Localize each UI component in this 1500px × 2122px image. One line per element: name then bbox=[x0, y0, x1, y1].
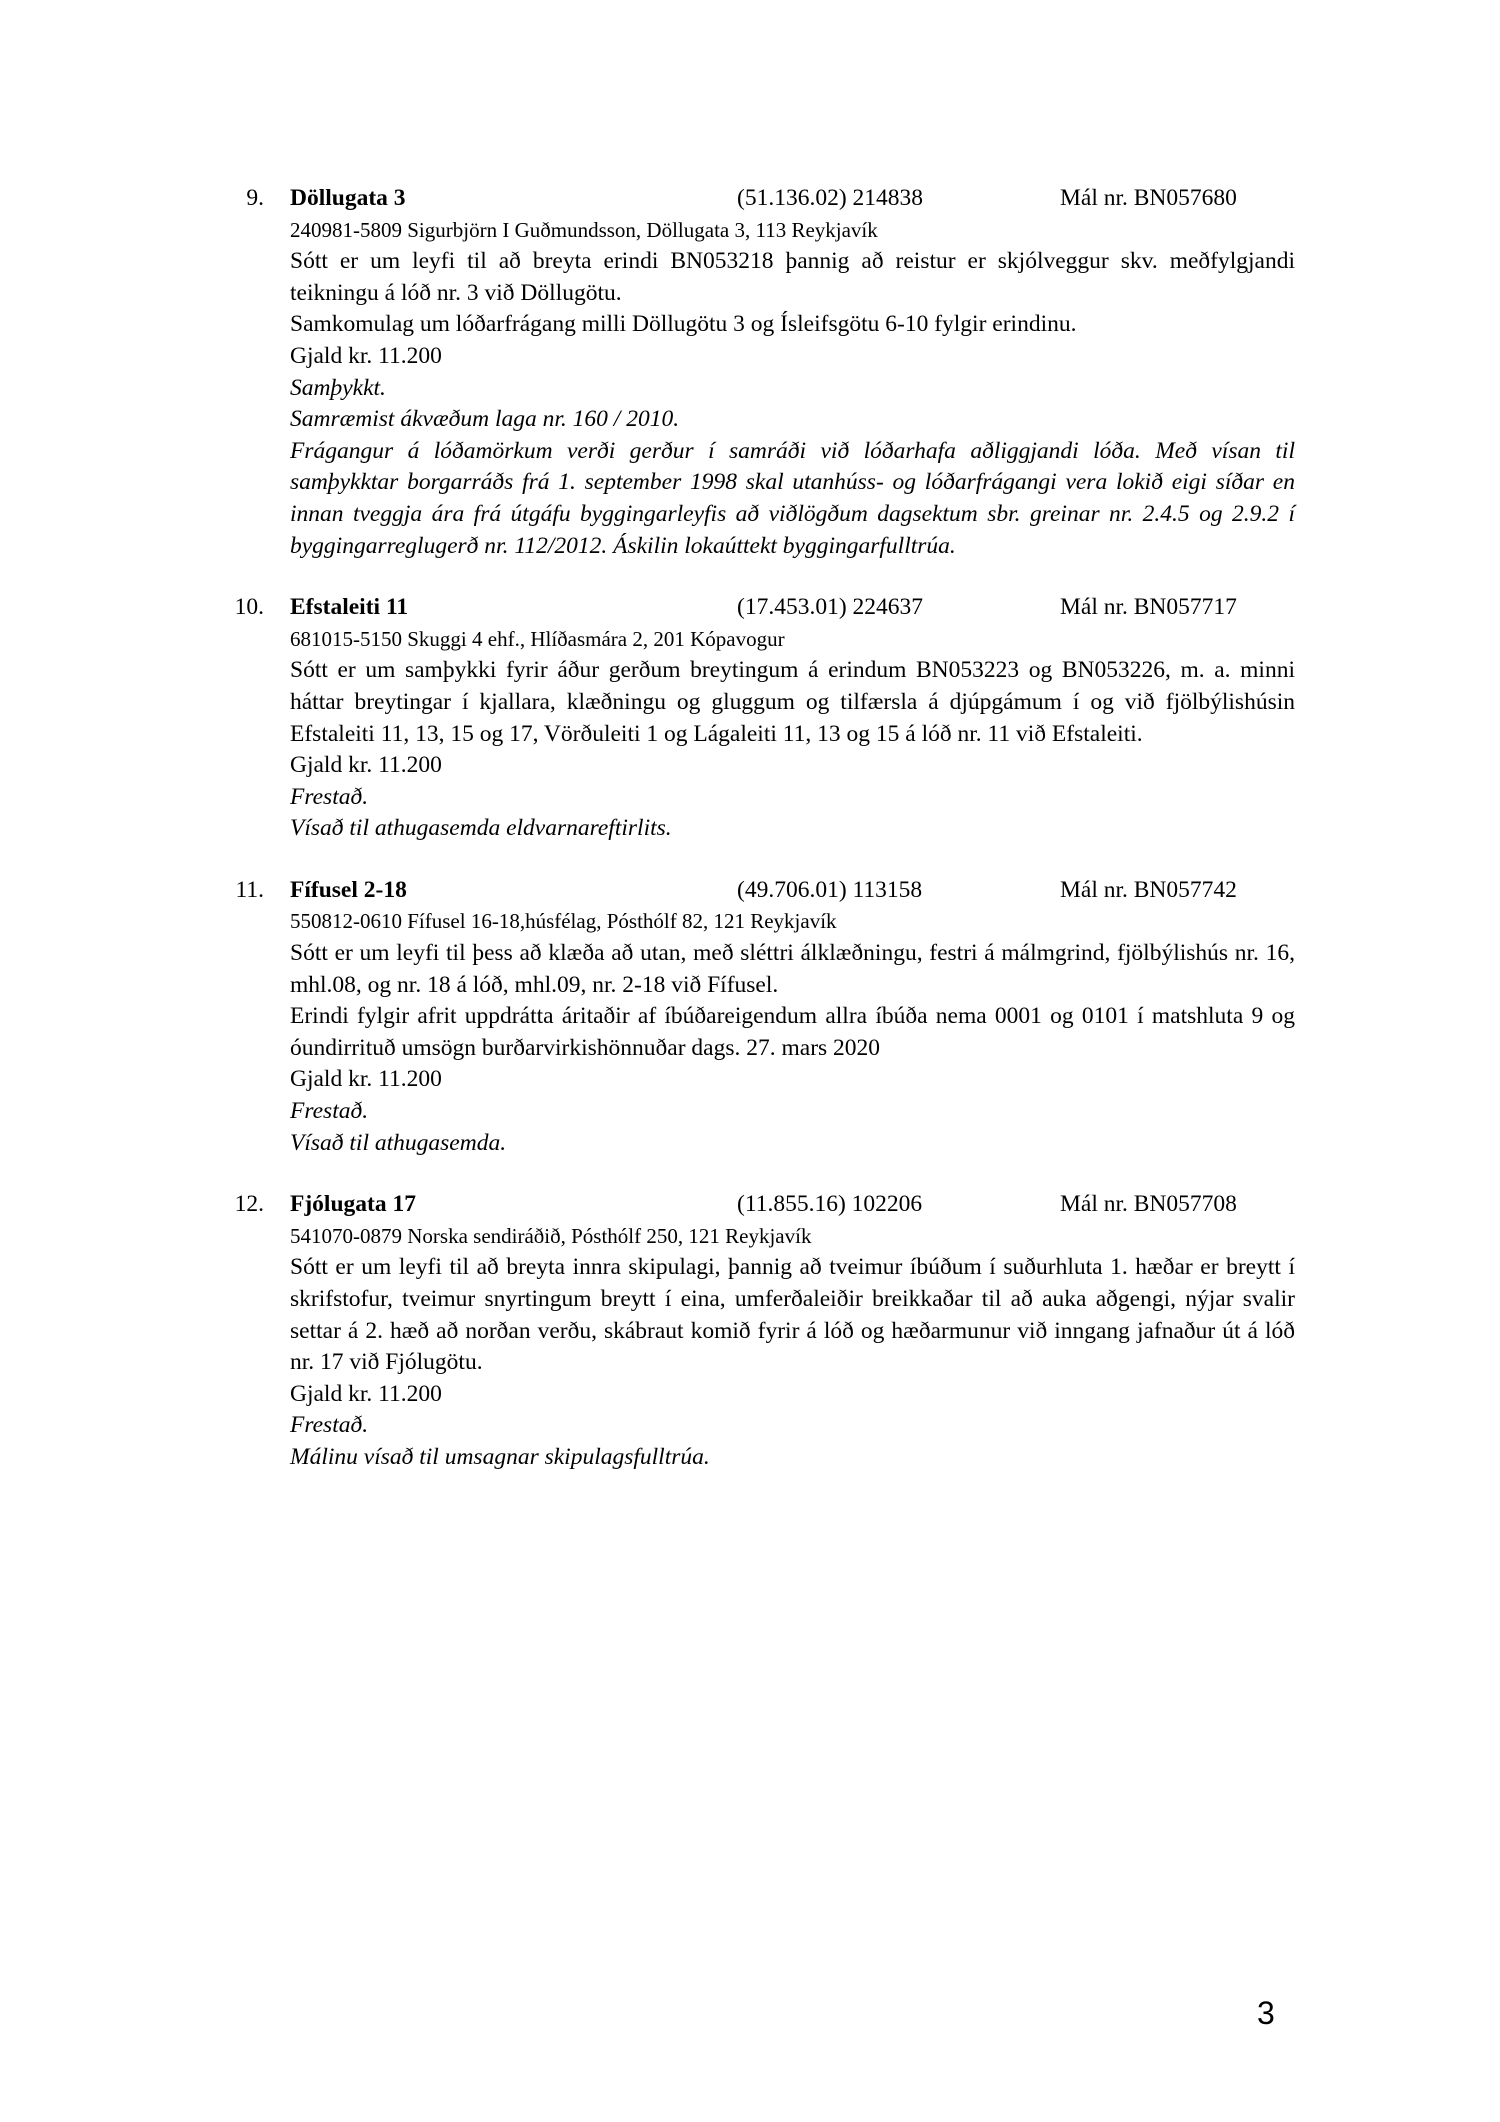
case-applicant: 240981-5809 Sigurbjörn I Guðmundsson, Döllugata 3, 113 Reykjavík bbox=[290, 217, 878, 242]
case-description: Sótt er um leyfi til að breyta innra skipulagi, þannig að tveimur íbúðum í suðurhluta 1. hæðar er breytt í skrifstofur, tveimur snyrtingum breytt í eina, umferðaleiðir breikkaðar til að auka aðgengi, nýjar svalir settar á 2. hæð að norðan verðu, skábraut komið fyrir á lóð og hæðarmunur við inngang jafnaður út á lóð nr. 17 við Fjólugötu. bbox=[290, 1254, 1295, 1376]
case-decision-note: Málinu vísað til umsagnar skipulagsfulltrúa. bbox=[290, 1443, 710, 1470]
case-fee: Gjald kr. 11.200 bbox=[290, 752, 442, 779]
case-note: Erindi fylgir afrit uppdrátta áritaðir af íbúðareigendum allra íbúða nema 0001 og 0101 í matshluta 9 og óundirrituð umsögn burðarvirkishönnuðar dags. 27. mars 2020 bbox=[290, 1003, 1295, 1061]
case-fee: Gjald kr. 11.200 bbox=[290, 1380, 442, 1407]
case-number: 12. bbox=[234, 1191, 264, 1218]
page-number: 3 bbox=[1257, 1995, 1275, 2031]
case-number: 10. bbox=[234, 594, 264, 621]
case-decision-note: Frágangur á lóðamörkum verði gerður í samráði við lóðarhafa aðliggjandi lóða. Með vísan til samþykktar borgarráðs frá 1. september 1998 skal utanhúss- og lóðarfrágangi vera lokið eigi síðar en innan tveggja ára frá útgáfu byggingarleyfis að viðlögðum dagsektum sbr. greinar nr. 2.4.5 og 2.9.2 í byggingarreglugerð nr. 112/2012. Áskilin lokaúttekt byggingarfulltrúa. bbox=[290, 437, 1295, 559]
case-decision: Samþykkt. bbox=[290, 374, 386, 401]
case-body bbox=[290, 875, 1295, 1159]
case-file-number: Mál nr. BN057708 bbox=[1060, 1191, 1237, 1218]
case-fee: Gjald kr. 11.200 bbox=[290, 342, 442, 369]
case-ref-number: (51.136.02) 214838 bbox=[737, 185, 924, 211]
case-decision: Frestað. bbox=[290, 1412, 369, 1439]
case-file-number: Mál nr. BN057742 bbox=[1060, 876, 1237, 903]
case-decision-note: Vísað til athugasemda eldvarnareftirlits. bbox=[290, 815, 672, 842]
case-item-12 bbox=[230, 1189, 1295, 1473]
case-header bbox=[290, 875, 1295, 907]
case-item-9 bbox=[230, 183, 1295, 562]
case-decision: Frestað. bbox=[290, 783, 369, 810]
case-address: Fífusel 2-18 bbox=[290, 876, 407, 903]
case-decision-note: Samræmist ákvæðum laga nr. 160 / 2010. bbox=[290, 406, 680, 433]
case-note: Samkomulag um lóðarfrágang milli Döllugötu 3 og Ísleifsgötu 6-10 fylgir erindinu. bbox=[290, 311, 1077, 338]
case-ref-number: (49.706.01) 113158 bbox=[737, 876, 923, 903]
case-description: Sótt er um leyfi til þess að klæða að utan, með sléttri álklæðningu, festri á málmgrind, fjölbýlishús nr. 16, mhl.08, og nr. 18 á lóð, mhl.09, nr. 2-18 við Fífusel. bbox=[290, 940, 1295, 998]
case-decision-note: Vísað til athugasemda. bbox=[290, 1129, 507, 1156]
case-description: Sótt er um samþykki fyrir áður gerðum breytingum á erindum BN053223 og BN053226, m. a. minni háttar breytingar í kjallara, klæðningu og gluggum og tilfærsla á djúpgámum í og við fjölbýlishúsin Efstaleiti 11, 13, 15 og 17, Vörðuleiti 1 og Lágaleiti 11, 13 og 15 á lóð nr. 11 við Efstaleiti. bbox=[290, 657, 1295, 747]
case-header bbox=[290, 1189, 1295, 1221]
case-body bbox=[290, 592, 1295, 845]
case-number: 11. bbox=[235, 876, 264, 903]
case-item-10 bbox=[230, 592, 1295, 845]
case-header bbox=[290, 592, 1295, 624]
case-applicant: 550812-0610 Fífusel 16-18,húsfélag, Pósthólf 82, 121 Reykjavík bbox=[290, 909, 837, 934]
case-applicant: 681015-5150 Skuggi 4 ehf., Hlíðasmára 2, 201 Kópavogur bbox=[290, 626, 785, 651]
case-fee: Gjald kr. 11.200 bbox=[290, 1066, 442, 1093]
case-description: Sótt er um leyfi til að breyta erindi BN053218 þannig að reistur er skjólveggur skv. meðfylgjandi teikningu á lóð nr. 3 við Döllugötu. bbox=[290, 248, 1295, 306]
case-decision: Frestað. bbox=[290, 1098, 369, 1125]
case-header bbox=[290, 183, 1295, 215]
case-file-number: Mál nr. BN057680 bbox=[1060, 185, 1237, 211]
case-ref-number: (17.453.01) 224637 bbox=[737, 594, 924, 621]
case-address: Efstaleiti 11 bbox=[290, 594, 409, 621]
case-file-number: Mál nr. BN057717 bbox=[1060, 594, 1237, 621]
case-list bbox=[230, 183, 1295, 1474]
case-body bbox=[290, 1189, 1295, 1473]
case-address: Döllugata 3 bbox=[290, 185, 406, 211]
case-number: 9. bbox=[246, 185, 264, 211]
case-ref-number: (11.855.16) 102206 bbox=[737, 1191, 923, 1218]
case-applicant: 541070-0879 Norska sendiráðið, Pósthólf 250, 121 Reykjavík bbox=[290, 1223, 812, 1248]
case-item-11 bbox=[230, 875, 1295, 1159]
case-address: Fjólugata 17 bbox=[290, 1191, 416, 1218]
case-body bbox=[290, 183, 1295, 562]
